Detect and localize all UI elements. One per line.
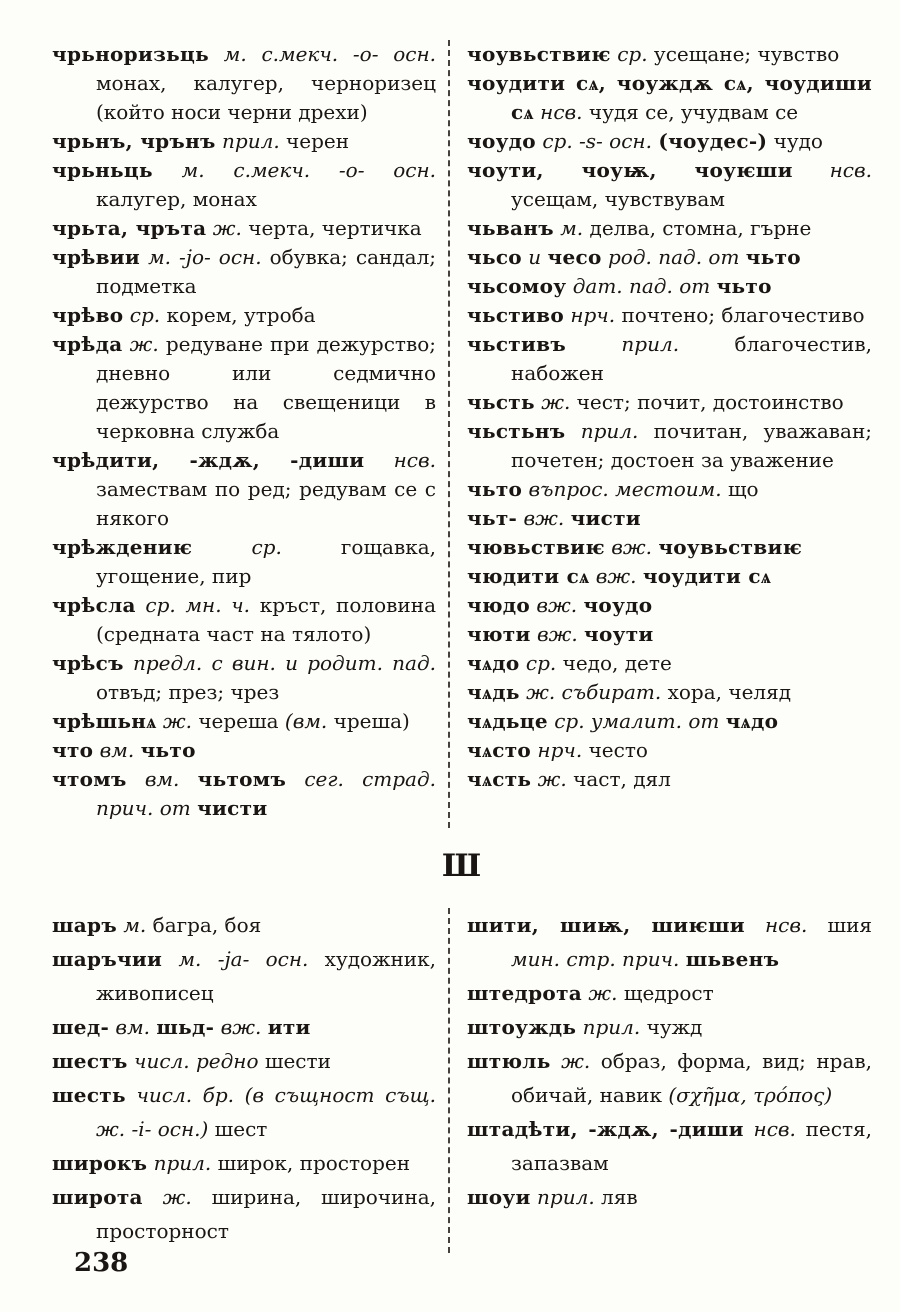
- headword: (чоудес-): [658, 129, 768, 153]
- grammar-label: вм.: [115, 1015, 151, 1039]
- dictionary-entry: [467, 475, 872, 504]
- dictionary-entry: [467, 533, 872, 562]
- dictionary-entry: [467, 678, 872, 707]
- dictionary-entry: [467, 40, 872, 69]
- headword: чьванъ: [467, 216, 554, 240]
- headword: чѧдь: [467, 680, 520, 704]
- dictionary-entry: [52, 301, 436, 330]
- grammar-label: прил.: [153, 1151, 212, 1175]
- definition-text: ляв: [601, 1185, 638, 1209]
- headword: чьто: [467, 477, 523, 501]
- grammar-label: ср.: [129, 303, 161, 327]
- dictionary-entry: [52, 127, 436, 156]
- definition-text: щедрост: [623, 981, 714, 1005]
- headword: чювьствиѥ: [467, 535, 605, 559]
- headword: чоути: [584, 622, 654, 646]
- dictionary-entry: [52, 908, 436, 942]
- grammar-label: прил.: [582, 1015, 641, 1039]
- definition-text: замествам по ред; редувам се с някого: [96, 477, 436, 530]
- definition-text: череша: [198, 709, 279, 733]
- dictionary-entry: [467, 504, 872, 533]
- dictionary-entry: [467, 976, 872, 1010]
- bottom-right-column: [448, 908, 872, 1253]
- headword: чюдити сѧ: [467, 564, 590, 588]
- headword: чьстьнъ: [467, 419, 566, 443]
- grammar-label: ср. мн. ч.: [145, 593, 251, 617]
- headword: шед-: [52, 1015, 110, 1039]
- headword: что: [52, 738, 94, 762]
- grammar-label: нсв.: [393, 448, 436, 472]
- bottom-section: [52, 908, 872, 1253]
- dictionary-entry: [467, 707, 872, 736]
- headword: шаръ: [52, 913, 117, 937]
- grammar-label: ж.: [541, 390, 571, 414]
- headword: чоудити сѧ, чоуждѫ сѧ, чоудиши сѧ: [467, 71, 872, 124]
- dictionary-entry: [52, 591, 436, 649]
- headword: шестъ: [52, 1049, 128, 1073]
- headword: чрѣсла: [52, 593, 136, 617]
- headword: чьсть: [467, 390, 535, 414]
- top-left-column: [52, 40, 448, 828]
- dictionary-entry: [467, 649, 872, 678]
- dictionary-entry: [467, 562, 872, 591]
- dictionary-entry: [52, 1044, 436, 1078]
- grammar-label: прил.: [222, 129, 280, 153]
- headword: штадѣти, -ждѫ, -диши: [467, 1117, 744, 1141]
- grammar-label: нрч.: [537, 738, 583, 762]
- headword: шити, шиѭ, шиѥши: [467, 913, 745, 937]
- dictionary-entry: [467, 330, 872, 388]
- grammar-label: нсв.: [540, 100, 583, 124]
- headword: ити: [267, 1015, 311, 1039]
- headword: чьстивъ: [467, 332, 566, 356]
- grammar-label: числ. бр. (в същност същ. ж. -i- осн.): [96, 1083, 436, 1141]
- dictionary-entry: [467, 243, 872, 272]
- definition-text: усещам, чувствувам: [511, 187, 725, 211]
- definition-text: шест: [214, 1117, 268, 1141]
- definition-text: кръст, половина (средната част на тялото): [96, 593, 437, 646]
- definition-text: чудя се, учудвам се: [588, 100, 799, 124]
- page-number: 238: [74, 1248, 129, 1278]
- headword: чьсо: [467, 245, 522, 269]
- headword: штоуждь: [467, 1015, 577, 1039]
- headword: шьвенъ: [685, 947, 780, 971]
- dictionary-entry: [467, 127, 872, 156]
- definition-text: калугер, монах: [96, 187, 257, 211]
- grammar-label: м. с.мекч. -о- осн.: [223, 42, 437, 66]
- grammar-label: ж.: [212, 216, 242, 240]
- grammar-label: ж.: [561, 1049, 591, 1073]
- definition-text: пестя, запазвам: [511, 1117, 872, 1175]
- definition-text: често: [588, 738, 648, 762]
- definition-text: що: [727, 477, 759, 501]
- dictionary-entry: [52, 765, 436, 823]
- headword: чѧдо: [725, 709, 779, 733]
- top-right-column: [448, 40, 872, 828]
- grammar-label: ж.: [129, 332, 159, 356]
- headword: чьто: [140, 738, 196, 762]
- dictionary-entry: [52, 649, 436, 707]
- grammar-label: ж. събират.: [526, 680, 662, 704]
- headword: штедрота: [467, 981, 583, 1005]
- dictionary-entry: [467, 156, 872, 214]
- definition-text: обувка; сандал; подметка: [96, 245, 437, 298]
- dictionary-entry: [467, 417, 872, 475]
- grammar-label: м.: [123, 913, 147, 937]
- headword: чьто: [745, 245, 801, 269]
- headword: чрѣво: [52, 303, 124, 327]
- headword: чоудо: [583, 593, 653, 617]
- grammar-label: дат. пад. от: [572, 274, 711, 298]
- headword: шьд-: [156, 1015, 215, 1039]
- dictionary-entry: [467, 301, 872, 330]
- headword: чоувьствиѥ: [467, 42, 611, 66]
- definition-text: ширина, широчина, просторност: [96, 1185, 436, 1243]
- headword: чьто: [716, 274, 772, 298]
- definition-text: чест; почит, достоинство: [576, 390, 844, 414]
- dictionary-entry: [52, 330, 436, 446]
- headword: чѧдо: [467, 651, 520, 675]
- headword: чюти: [467, 622, 531, 646]
- grammar-label: вж.: [536, 593, 578, 617]
- dictionary-entry: [467, 765, 872, 794]
- headword: штюль: [467, 1049, 551, 1073]
- definition-text: шести: [264, 1049, 331, 1073]
- headword: чюдо: [467, 593, 531, 617]
- dictionary-entry: [52, 942, 436, 1010]
- headword: чрѣвии: [52, 245, 141, 269]
- grammar-label: ж.: [537, 767, 567, 791]
- dictionary-entry: [52, 156, 436, 214]
- definition-text: образ, форма, вид; нрав, обичай, навик: [511, 1049, 873, 1107]
- headword: чоудити сѧ: [642, 564, 772, 588]
- headword: шаръчии: [52, 947, 163, 971]
- dictionary-entry: [52, 214, 436, 243]
- definition-text: усещане; чувство: [653, 42, 840, 66]
- grammar-label: нсв.: [765, 913, 808, 937]
- headword: чрьноризьць: [52, 42, 209, 66]
- definition-text: почитан, уважаван; почетен; достоен за уважение: [511, 419, 873, 472]
- grammar-label: мин. стр. прич.: [511, 947, 680, 971]
- grammar-label: сег. страд. прич. от: [96, 767, 437, 820]
- dictionary-entry: [52, 1180, 436, 1248]
- grammar-label: прил.: [621, 332, 680, 356]
- definition-text: чреша): [333, 709, 410, 733]
- dictionary-entry: [467, 1010, 872, 1044]
- definition-text: благочестив, набожен: [511, 332, 872, 385]
- dictionary-entry: [52, 1078, 436, 1146]
- definition-text: широк, просторен: [217, 1151, 411, 1175]
- headword: чесо: [547, 245, 602, 269]
- grammar-label: вм.: [144, 767, 180, 791]
- top-section: [52, 40, 872, 828]
- dictionary-entry: [52, 1146, 436, 1180]
- headword: чрѣда: [52, 332, 123, 356]
- definition-text: делва, стомна, гърне: [589, 216, 812, 240]
- headword: чѧдьце: [467, 709, 548, 733]
- grammar-label: м. с.мекч. -о- осн.: [181, 158, 437, 182]
- definition-text: черен: [286, 129, 350, 153]
- dictionary-entry: [52, 1010, 436, 1044]
- dictionary-entry: [52, 736, 436, 765]
- grammar-label: числ. редно: [134, 1049, 259, 1073]
- headword: чрьнъ, чрънъ: [52, 129, 216, 153]
- headword: чрѣждениѥ: [52, 535, 193, 559]
- dictionary-entry: [52, 533, 436, 591]
- headword: чисти: [197, 796, 268, 820]
- definition-text: отвъд; през; чрез: [96, 680, 280, 704]
- grammar-label: м.: [560, 216, 584, 240]
- definition-text: чедо, дете: [562, 651, 672, 675]
- headword: широта: [52, 1185, 143, 1209]
- grammar-label: нрч.: [570, 303, 616, 327]
- section-letter-heading: Ш: [441, 848, 483, 884]
- grammar-label: вж.: [536, 622, 578, 646]
- definition-text: чужд: [646, 1015, 703, 1039]
- headword: чисти: [570, 506, 641, 530]
- dictionary-entry: [52, 707, 436, 736]
- bottom-left-column: [52, 908, 448, 1253]
- headword: чрѣсъ: [52, 651, 124, 675]
- grammar-label: (σχῆμα, τρόπος): [668, 1083, 833, 1107]
- grammar-label: ср.: [617, 42, 648, 66]
- headword: чоудо: [467, 129, 536, 153]
- dictionary-entry: [467, 388, 872, 417]
- headword: чьсомоу: [467, 274, 567, 298]
- headword: чѧсть: [467, 767, 532, 791]
- grammar-label: прил.: [537, 1185, 595, 1209]
- headword: широкъ: [52, 1151, 148, 1175]
- headword: чоути, чоуѭ, чоуѥши: [467, 158, 793, 182]
- grammar-label: м. -ja- осн.: [178, 947, 309, 971]
- dictionary-entry: [467, 1180, 872, 1214]
- definition-text: част, дял: [573, 767, 671, 791]
- grammar-label: ж.: [162, 709, 192, 733]
- grammar-label: въпрос. местоим.: [528, 477, 722, 501]
- grammar-label: м. -jо- осн.: [148, 245, 262, 269]
- grammar-label: нсв.: [753, 1117, 796, 1141]
- headword: чѧсто: [467, 738, 532, 762]
- dictionary-entry: [467, 591, 872, 620]
- headword: чьтомъ: [197, 767, 287, 791]
- dictionary-entry: [467, 620, 872, 649]
- dictionary-entry: [52, 243, 436, 301]
- grammar-label: ж.: [162, 1185, 192, 1209]
- definition-text: гощавка, угощение, пир: [96, 535, 436, 588]
- definition-text: шия: [827, 913, 873, 937]
- headword: шоуи: [467, 1185, 531, 1209]
- grammar-label: вм.: [99, 738, 135, 762]
- definition-text: монах, калугер, черноризец (който носи черни дрехи): [96, 71, 436, 124]
- grammar-label: и: [528, 245, 542, 269]
- dictionary-entry: [467, 1112, 872, 1180]
- grammar-label: вж.: [611, 535, 652, 559]
- dictionary-entry: [52, 446, 436, 533]
- grammar-label: вж.: [595, 564, 637, 588]
- headword: шесть: [52, 1083, 126, 1107]
- grammar-label: (вм.: [284, 709, 328, 733]
- definition-text: черта, чертичка: [248, 216, 422, 240]
- definition-text: корем, утроба: [166, 303, 316, 327]
- headword: чьт-: [467, 506, 518, 530]
- headword: чрѣшьнѧ: [52, 709, 157, 733]
- dictionary-entry: [467, 1044, 872, 1112]
- grammar-label: прил.: [580, 419, 639, 443]
- dictionary-entry: [467, 272, 872, 301]
- definition-text: багра, боя: [152, 913, 262, 937]
- definition-text: художник, живописец: [96, 947, 436, 1005]
- definition-text: почтено; благочестиво: [621, 303, 865, 327]
- dictionary-entry: [52, 40, 436, 127]
- headword: чьстиво: [467, 303, 564, 327]
- headword: чрьньць: [52, 158, 153, 182]
- definition-text: чудо: [773, 129, 823, 153]
- headword: чоувьствиѥ: [658, 535, 803, 559]
- grammar-label: вж.: [220, 1015, 262, 1039]
- grammar-label: род. пад. от: [608, 245, 740, 269]
- grammar-label: ср.: [251, 535, 282, 559]
- dictionary-entry: [467, 214, 872, 243]
- definition-text: хора, челяд: [667, 680, 792, 704]
- headword: чрьта, чръта: [52, 216, 207, 240]
- dictionary-entry: [467, 908, 872, 976]
- grammar-label: вж.: [523, 506, 565, 530]
- grammar-label: ср. -s- осн.: [542, 129, 652, 153]
- headword: чтомъ: [52, 767, 127, 791]
- dictionary-entry: [467, 736, 872, 765]
- grammar-label: ж.: [588, 981, 618, 1005]
- definition-text: редуване при дежурство; дневно или седмично дежурство на свещеници в черковна служба: [96, 332, 437, 443]
- dictionary-entry: [467, 69, 872, 127]
- grammar-label: ср.: [525, 651, 557, 675]
- headword: чрѣдити, -ждѫ, -диши: [52, 448, 365, 472]
- grammar-label: ср. умалит. от: [554, 709, 720, 733]
- grammar-label: предл. с вин. и родит. пад.: [132, 651, 436, 675]
- grammar-label: нсв.: [829, 158, 872, 182]
